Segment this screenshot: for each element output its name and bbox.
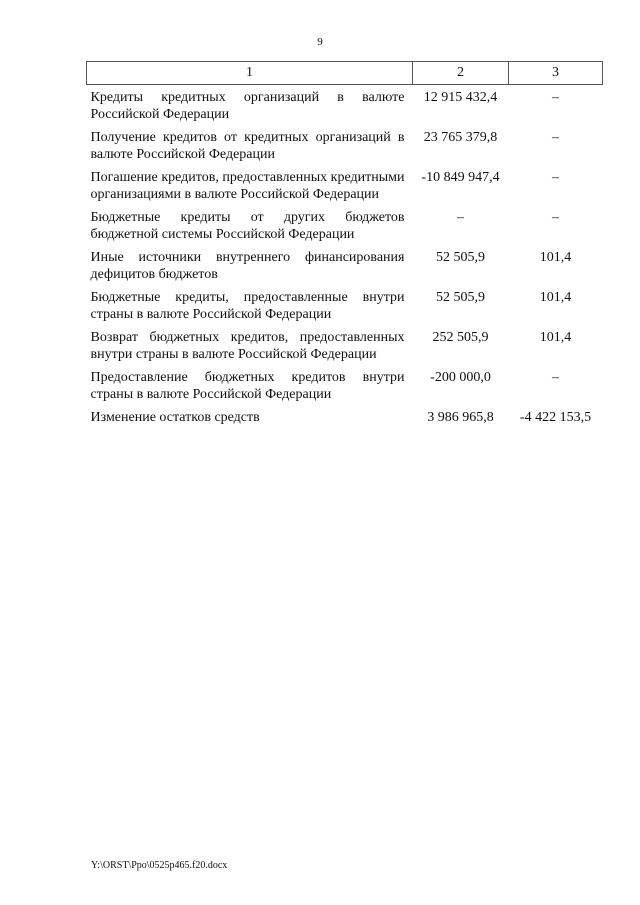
row-value-col2: -200 000,0 [430, 370, 491, 385]
row-value-col2: 12 915 432,4 [423, 90, 498, 105]
row-value-col3: – [552, 90, 559, 105]
row-value-col2: 3 986 965,8 [427, 410, 494, 425]
financing-sources-table [86, 61, 603, 432]
row-name: Погашение кредитов, предоставленных кредитными организациями в валюте Российской Федерации [90, 170, 405, 202]
table-header-row [87, 62, 603, 85]
row-value-col2: 252 505,9 [432, 330, 489, 345]
table-row [87, 289, 603, 329]
row-value-col2: 52 505,9 [436, 290, 485, 305]
row-value-col3: -4 422 153,5 [519, 410, 592, 425]
row-name: Иные источники внутреннего финансирования дефицитов бюджетов [90, 250, 405, 282]
row-value-col3: 101,4 [539, 330, 572, 345]
page-number: 9 [317, 36, 323, 48]
row-name: Кредиты кредитных организаций в валюте Российской Федерации [90, 90, 405, 122]
table-row [87, 329, 603, 369]
row-name: Возврат бюджетных кредитов, предоставленных внутри страны в валюте Российской Федерации [90, 330, 405, 362]
table-row [87, 209, 603, 249]
row-value-col3: – [552, 130, 559, 145]
row-value-col2: 52 505,9 [436, 250, 485, 265]
file-path-footer: Y:\ORST\Ppo\0525p465.f20.docx [91, 860, 228, 871]
row-value-col2: – [457, 210, 464, 225]
table-row [87, 369, 603, 409]
row-value-col3: – [552, 370, 559, 385]
table-row [87, 249, 603, 289]
row-name: Предоставление бюджетных кредитов внутри страны в валюте Российской Федерации [90, 370, 405, 402]
row-value-col3: 101,4 [539, 290, 572, 305]
column-header-2: 2 [413, 62, 509, 85]
row-value-col3: – [552, 170, 559, 185]
row-value-col3: – [552, 210, 559, 225]
column-header-3: 3 [509, 62, 603, 85]
table-row [87, 409, 603, 432]
row-value-col3: 101,4 [539, 250, 572, 265]
column-header-1: 1 [87, 62, 413, 85]
row-name: Изменение остатков средств [90, 410, 260, 425]
row-name: Бюджетные кредиты от других бюджетов бюджетной системы Российской Федерации [90, 210, 405, 242]
row-value-col2: -10 849 947,4 [421, 170, 500, 185]
table-row [87, 169, 603, 209]
row-value-col2: 23 765 379,8 [423, 130, 498, 145]
table-row [87, 85, 603, 130]
table-row [87, 129, 603, 169]
row-name: Бюджетные кредиты, предоставленные внутри страны в валюте Российской Федерации [90, 290, 405, 322]
row-name: Получение кредитов от кредитных организаций в валюте Российской Федерации [90, 130, 405, 162]
